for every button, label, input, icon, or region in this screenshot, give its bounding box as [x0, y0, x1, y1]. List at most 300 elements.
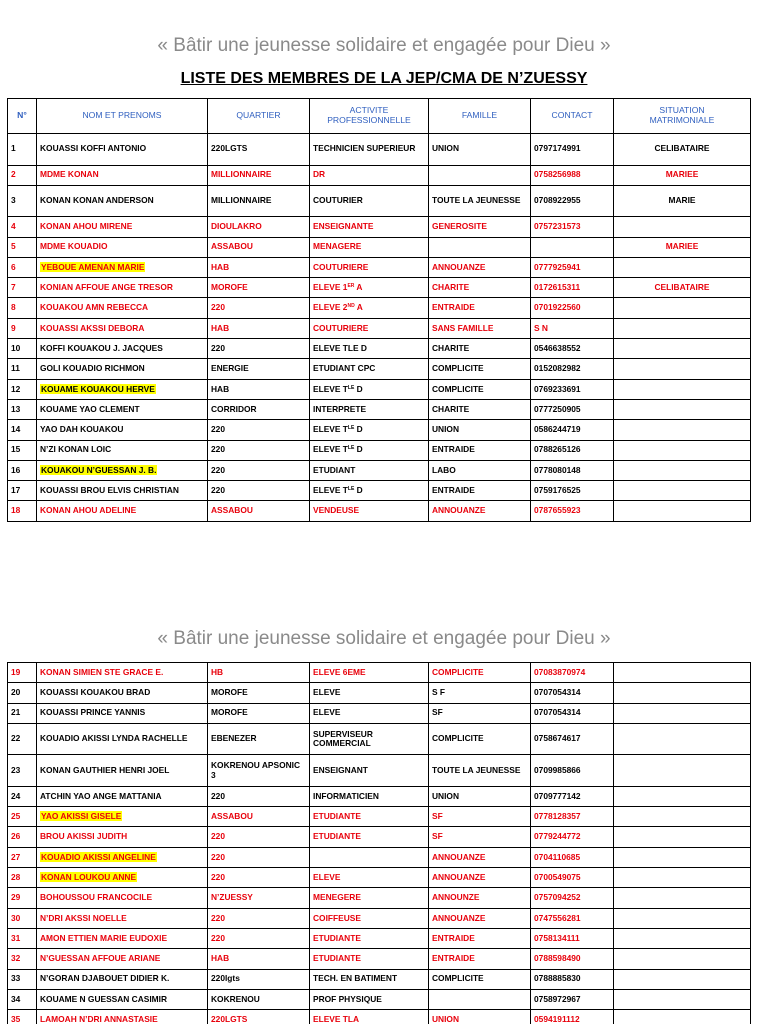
- cell-num: 30: [8, 908, 37, 928]
- cell-quartier: MILLIONNAIRE: [208, 185, 310, 217]
- table-row: [8, 165, 751, 185]
- cell-famille: UNION: [429, 1010, 531, 1024]
- cell-activite: COUTURIERE: [310, 257, 429, 277]
- cell-contact: 0546638552: [531, 339, 614, 359]
- cell-name: KONAN AHOU ADELINE: [37, 501, 208, 521]
- cell-contact: 0778128357: [531, 807, 614, 827]
- cell-name: KOUASSI AKSSI DEBORA: [37, 318, 208, 338]
- cell-contact: 0788885830: [531, 969, 614, 989]
- cell-famille: SF: [429, 703, 531, 723]
- activite-superscript: LE: [347, 384, 355, 391]
- cell-name: KOUASSI PRINCE YANNIS: [37, 703, 208, 723]
- cell-activite: TECHNICIEN SUPERIEUR: [310, 134, 429, 166]
- cell-situation: [614, 339, 751, 359]
- cell-num: 21: [8, 703, 37, 723]
- cell-activite: PROF PHYSIQUE: [310, 989, 429, 1009]
- cell-quartier: HAB: [208, 949, 310, 969]
- cell-quartier: 220: [208, 420, 310, 440]
- cell-contact: 0708922955: [531, 185, 614, 217]
- cell-num: 7: [8, 278, 37, 298]
- cell-famille: [429, 237, 531, 257]
- cell-quartier: 220lgts: [208, 969, 310, 989]
- table-row: [8, 298, 751, 318]
- cell-activite: INFORMATICIEN: [310, 786, 429, 806]
- cell-contact: 0778080148: [531, 460, 614, 480]
- cell-activite: ELEVE: [310, 703, 429, 723]
- cell-name: KONAN GAUTHIER HENRI JOEL: [37, 755, 208, 787]
- cell-quartier: 220: [208, 868, 310, 888]
- cell-name: KONAN AHOU MIRENE: [37, 217, 208, 237]
- cell-famille: ENTRAIDE: [429, 298, 531, 318]
- cell-quartier: 220LGTS: [208, 134, 310, 166]
- cell-situation: [614, 460, 751, 480]
- cell-contact: 0788265126: [531, 440, 614, 460]
- cell-name: N’GUESSAN AFFOUE ARIANE: [37, 949, 208, 969]
- activite-superscript: LE: [347, 445, 355, 452]
- cell-quartier: 220: [208, 827, 310, 847]
- activite-suffix: A: [354, 302, 363, 313]
- cell-activite: [310, 278, 429, 298]
- cell-activite: INTERPRETE: [310, 399, 429, 419]
- activite-text: ELEVE T: [313, 485, 348, 495]
- cell-contact: 0172615311: [531, 278, 614, 298]
- cell-activite: VENDEUSE: [310, 501, 429, 521]
- table-row: [8, 868, 751, 888]
- cell-situation: [614, 1010, 751, 1024]
- members-table-page-1: [7, 98, 751, 522]
- cell-num: 16: [8, 460, 37, 480]
- cell-name: KOUAKOU AMN REBECCA: [37, 298, 208, 318]
- cell-famille: SANS FAMILLE: [429, 318, 531, 338]
- cell-contact: 07083870974: [531, 663, 614, 683]
- cell-famille: TOUTE LA JEUNESSE: [429, 755, 531, 787]
- cell-num: 17: [8, 481, 37, 501]
- cell-situation: CELIBATAIRE: [614, 278, 751, 298]
- cell-contact: 0707054314: [531, 703, 614, 723]
- cell-quartier: KOKRENOU APSONIC 3: [208, 755, 310, 787]
- cell-activite: [310, 379, 429, 399]
- cell-activite: MENEGERE: [310, 888, 429, 908]
- cell-situation: [614, 217, 751, 237]
- cell-famille: ANNOUANZE: [429, 257, 531, 277]
- cell-situation: MARIEE: [614, 237, 751, 257]
- table-row: [8, 663, 751, 683]
- cell-name: MDME KONAN: [37, 165, 208, 185]
- cell-contact: 0594191112: [531, 1010, 614, 1024]
- cell-quartier: KOKRENOU: [208, 989, 310, 1009]
- cell-famille: COMPLICITE: [429, 663, 531, 683]
- cell-quartier: 220: [208, 847, 310, 867]
- cell-contact: 0787655923: [531, 501, 614, 521]
- table-row: [8, 420, 751, 440]
- cell-num: 20: [8, 683, 37, 703]
- cell-num: 1: [8, 134, 37, 166]
- table-row: [8, 257, 751, 277]
- cell-num: 9: [8, 318, 37, 338]
- table-row: [8, 723, 751, 755]
- cell-name: KOUASSI KOFFI ANTONIO: [37, 134, 208, 166]
- cell-activite: ENSEIGNANTE: [310, 217, 429, 237]
- table-row: [8, 237, 751, 257]
- cell-quartier: DIOULAKRO: [208, 217, 310, 237]
- activite-suffix: D: [354, 424, 363, 435]
- cell-contact: 0757094252: [531, 888, 614, 908]
- cell-num: 24: [8, 786, 37, 806]
- cell-situation: [614, 298, 751, 318]
- header-quartier: QUARTIER: [208, 99, 310, 134]
- cell-situation: [614, 481, 751, 501]
- cell-quartier: ASSABOU: [208, 807, 310, 827]
- table-row: [8, 1010, 751, 1024]
- cell-situation: MARIEE: [614, 165, 751, 185]
- cell-famille: COMPLICITE: [429, 723, 531, 755]
- cell-contact: 0700549075: [531, 868, 614, 888]
- cell-quartier: EBENEZER: [208, 723, 310, 755]
- cell-quartier: HB: [208, 663, 310, 683]
- cell-name: KONIAN AFFOUE ANGE TRESOR: [37, 278, 208, 298]
- table-row: [8, 703, 751, 723]
- cell-quartier: 220: [208, 908, 310, 928]
- cell-situation: [614, 868, 751, 888]
- cell-name: ATCHIN YAO ANGE MATTANIA: [37, 786, 208, 806]
- cell-activite: ELEVE: [310, 868, 429, 888]
- cell-contact: 0769233691: [531, 379, 614, 399]
- cell-quartier: HAB: [208, 379, 310, 399]
- cell-num: 13: [8, 399, 37, 419]
- cell-num: 28: [8, 868, 37, 888]
- activite-text: ELEVE T: [313, 444, 348, 455]
- cell-num: 6: [8, 257, 37, 277]
- table-row: [8, 278, 751, 298]
- activite-superscript: ND: [347, 303, 355, 310]
- table-row: [8, 928, 751, 948]
- cell-contact: 0788598490: [531, 949, 614, 969]
- cell-name: [37, 847, 208, 867]
- cell-activite: ETUDIANTE: [310, 807, 429, 827]
- cell-name: KOUAME N GUESSAN CASIMIR: [37, 989, 208, 1009]
- cell-name: [37, 868, 208, 888]
- cell-contact: 0701922560: [531, 298, 614, 318]
- cell-famille: UNION: [429, 134, 531, 166]
- cell-quartier: ENERGIE: [208, 359, 310, 379]
- cell-activite: [310, 420, 429, 440]
- header-situation-line2: MATRIMONIALE: [649, 115, 715, 125]
- cell-situation: [614, 755, 751, 787]
- slogan-header-page-2: « Bâtir une jeunesse solidaire et engagée pour Dieu »: [157, 628, 611, 649]
- cell-num: 11: [8, 359, 37, 379]
- cell-activite: ETUDIANTE: [310, 949, 429, 969]
- cell-famille: COMPLICITE: [429, 359, 531, 379]
- cell-famille: [429, 165, 531, 185]
- cell-famille: ANNOUANZE: [429, 501, 531, 521]
- cell-situation: MARIE: [614, 185, 751, 217]
- cell-situation: [614, 359, 751, 379]
- table-row: [8, 683, 751, 703]
- activite-suffix: D: [354, 444, 363, 455]
- cell-name: KOUAME YAO CLEMENT: [37, 399, 208, 419]
- table-row: [8, 888, 751, 908]
- cell-contact: 0759176525: [531, 481, 614, 501]
- cell-num: 29: [8, 888, 37, 908]
- cell-quartier: MILLIONNAIRE: [208, 165, 310, 185]
- cell-situation: [614, 827, 751, 847]
- cell-num: 25: [8, 807, 37, 827]
- highlighted-name: KOUAME KOUAKOU HERVE: [41, 383, 155, 394]
- activite-text: ELEVE 2: [313, 302, 348, 313]
- header-famille: FAMILLE: [429, 99, 531, 134]
- cell-activite: [310, 481, 429, 501]
- cell-situation: [614, 989, 751, 1009]
- cell-situation: [614, 683, 751, 703]
- members-table-body-page-2: [8, 663, 751, 1024]
- cell-quartier: HAB: [208, 318, 310, 338]
- cell-famille: ANNOUANZE: [429, 908, 531, 928]
- cell-famille: UNION: [429, 420, 531, 440]
- cell-contact: 0777925941: [531, 257, 614, 277]
- cell-situation: [614, 807, 751, 827]
- cell-famille: CHARITE: [429, 278, 531, 298]
- header-situation: [614, 99, 751, 134]
- cell-num: 19: [8, 663, 37, 683]
- cell-situation: [614, 420, 751, 440]
- cell-contact: 0758674617: [531, 723, 614, 755]
- cell-situation: [614, 379, 751, 399]
- cell-contact: 0747556281: [531, 908, 614, 928]
- activite-suffix: D: [354, 383, 363, 394]
- cell-famille: TOUTE LA JEUNESSE: [429, 185, 531, 217]
- cell-quartier: 220: [208, 460, 310, 480]
- cell-famille: SF: [429, 807, 531, 827]
- cell-situation: [614, 440, 751, 460]
- members-table-page-2: [7, 662, 751, 1024]
- header-name: NOM ET PRENOMS: [37, 99, 208, 134]
- table-row: [8, 217, 751, 237]
- cell-name: [37, 807, 208, 827]
- cell-name: N’DRI AKSSI NOELLE: [37, 908, 208, 928]
- cell-activite: ETUDIANT: [310, 460, 429, 480]
- cell-situation: [614, 723, 751, 755]
- table-row: [8, 989, 751, 1009]
- table-row: [8, 847, 751, 867]
- cell-contact: 0758256988: [531, 165, 614, 185]
- activite-suffix: D: [354, 485, 363, 495]
- cell-name: AMON ETTIEN MARIE EUDOXIE: [37, 928, 208, 948]
- highlighted-name: KONAN LOUKOU ANNE: [41, 871, 137, 882]
- cell-name: KOUASSI KOUAKOU BRAD: [37, 683, 208, 703]
- cell-contact: 0709777142: [531, 786, 614, 806]
- table-row: [8, 501, 751, 521]
- cell-num: 3: [8, 185, 37, 217]
- cell-quartier: MOROFE: [208, 683, 310, 703]
- cell-name: [37, 257, 208, 277]
- cell-famille: COMPLICITE: [429, 969, 531, 989]
- table-row: [8, 379, 751, 399]
- header-contact: CONTACT: [531, 99, 614, 134]
- table-row: [8, 359, 751, 379]
- cell-quartier: 220: [208, 481, 310, 501]
- highlighted-name: KOUADIO AKISSI ANGELINE: [41, 851, 156, 862]
- cell-quartier: MOROFE: [208, 278, 310, 298]
- cell-num: 34: [8, 989, 37, 1009]
- table-row: [8, 755, 751, 787]
- table-row: [8, 786, 751, 806]
- cell-quartier: ASSABOU: [208, 501, 310, 521]
- cell-famille: [429, 989, 531, 1009]
- cell-quartier: HAB: [208, 257, 310, 277]
- cell-activite: [310, 298, 429, 318]
- cell-activite: TECH. EN BATIMENT: [310, 969, 429, 989]
- cell-num: 4: [8, 217, 37, 237]
- cell-quartier: 220: [208, 440, 310, 460]
- cell-contact: [531, 237, 614, 257]
- cell-activite: ENSEIGNANT: [310, 755, 429, 787]
- cell-activite: MENAGERE: [310, 237, 429, 257]
- members-table-body-page-1: [8, 134, 751, 522]
- cell-quartier: CORRIDOR: [208, 399, 310, 419]
- activite-superscript: LE: [347, 425, 355, 432]
- cell-name: KOUADIO AKISSI LYNDA RACHELLE: [37, 723, 208, 755]
- activite-superscript: LE: [347, 486, 355, 492]
- cell-num: 22: [8, 723, 37, 755]
- cell-contact: 0586244719: [531, 420, 614, 440]
- cell-situation: [614, 399, 751, 419]
- cell-name: KONAN KONAN ANDERSON: [37, 185, 208, 217]
- cell-famille: GENEROSITE: [429, 217, 531, 237]
- cell-contact: 0704110685: [531, 847, 614, 867]
- table-row: [8, 908, 751, 928]
- cell-num: 33: [8, 969, 37, 989]
- cell-quartier: N’ZUESSY: [208, 888, 310, 908]
- cell-situation: [614, 786, 751, 806]
- cell-famille: LABO: [429, 460, 531, 480]
- cell-situation: [614, 847, 751, 867]
- cell-name: MDME KOUADIO: [37, 237, 208, 257]
- cell-activite: ETUDIANTE: [310, 827, 429, 847]
- cell-name: KOUASSI BROU ELVIS CHRISTIAN: [37, 481, 208, 501]
- cell-situation: [614, 663, 751, 683]
- cell-situation: [614, 257, 751, 277]
- cell-contact: 0797174991: [531, 134, 614, 166]
- activite-superscript: ER: [347, 283, 355, 290]
- cell-activite: ETUDIANTE: [310, 928, 429, 948]
- cell-situation: [614, 928, 751, 948]
- header-activite: [310, 99, 429, 134]
- table-row: [8, 399, 751, 419]
- cell-num: 27: [8, 847, 37, 867]
- cell-famille: S F: [429, 683, 531, 703]
- activite-suffix: A: [354, 282, 363, 293]
- cell-quartier: 220LGTS: [208, 1010, 310, 1024]
- cell-name: [37, 460, 208, 480]
- cell-num: 26: [8, 827, 37, 847]
- cell-num: 35: [8, 1010, 37, 1024]
- cell-famille: ANNOUNZE: [429, 888, 531, 908]
- table-row: [8, 969, 751, 989]
- cell-activite: ELEVE TLA: [310, 1010, 429, 1024]
- cell-activite: ELEVE TLE D: [310, 339, 429, 359]
- cell-quartier: 220: [208, 298, 310, 318]
- cell-quartier: MOROFE: [208, 703, 310, 723]
- cell-famille: COMPLICITE: [429, 379, 531, 399]
- cell-famille: ENTRAIDE: [429, 440, 531, 460]
- cell-name: KONAN SIMIEN STE GRACE E.: [37, 663, 208, 683]
- cell-contact: 0777250905: [531, 399, 614, 419]
- header-num: N°: [8, 99, 37, 134]
- cell-contact: 0758972967: [531, 989, 614, 1009]
- cell-num: 5: [8, 237, 37, 257]
- cell-activite: [310, 440, 429, 460]
- cell-name: N’ZI KONAN LOIC: [37, 440, 208, 460]
- activite-text: ELEVE 1: [313, 282, 348, 293]
- cell-name: GOLI KOUADIO RICHMON: [37, 359, 208, 379]
- cell-situation: [614, 969, 751, 989]
- cell-famille: ANNOUANZE: [429, 847, 531, 867]
- cell-name: [37, 379, 208, 399]
- header-situation-line1: SITUATION: [659, 105, 705, 116]
- cell-name: KOFFI KOUAKOU J. JACQUES: [37, 339, 208, 359]
- cell-num: 15: [8, 440, 37, 460]
- cell-situation: [614, 908, 751, 928]
- table-row: [8, 481, 751, 501]
- cell-quartier: ASSABOU: [208, 237, 310, 257]
- cell-famille: ENTRAIDE: [429, 949, 531, 969]
- highlighted-name: KOUAKOU N’GUESSAN J. B.: [41, 464, 157, 475]
- table-row: [8, 827, 751, 847]
- table-row: [8, 339, 751, 359]
- cell-situation: [614, 949, 751, 969]
- cell-situation: [614, 703, 751, 723]
- cell-famille: SF: [429, 827, 531, 847]
- table-row: [8, 440, 751, 460]
- cell-activite: ELEVE 6EME: [310, 663, 429, 683]
- cell-activite: ETUDIANT CPC: [310, 359, 429, 379]
- cell-quartier: 220: [208, 928, 310, 948]
- cell-situation: CELIBATAIRE: [614, 134, 751, 166]
- cell-num: 12: [8, 379, 37, 399]
- table-row: [8, 460, 751, 480]
- cell-activite: DR: [310, 165, 429, 185]
- cell-famille: ANNOUANZE: [429, 868, 531, 888]
- cell-name: N’GORAN DJABOUET DIDIER K.: [37, 969, 208, 989]
- table-row: [8, 185, 751, 217]
- table-row: [8, 807, 751, 827]
- cell-situation: [614, 888, 751, 908]
- cell-name: BOHOUSSOU FRANCOCILE: [37, 888, 208, 908]
- cell-num: 10: [8, 339, 37, 359]
- cell-quartier: 220: [208, 786, 310, 806]
- cell-num: 23: [8, 755, 37, 787]
- cell-activite: COIFFEUSE: [310, 908, 429, 928]
- cell-contact: S N: [531, 318, 614, 338]
- header-activite-line2: PROFESSIONNELLE: [327, 115, 411, 125]
- activite-text: ELEVE T: [313, 424, 348, 435]
- cell-num: 14: [8, 420, 37, 440]
- cell-num: 32: [8, 949, 37, 969]
- cell-num: 2: [8, 165, 37, 185]
- cell-quartier: 220: [208, 339, 310, 359]
- table-row: [8, 134, 751, 166]
- cell-famille: ENTRAIDE: [429, 928, 531, 948]
- table-row: [8, 318, 751, 338]
- cell-contact: 0757231573: [531, 217, 614, 237]
- cell-name: YAO DAH KOUAKOU: [37, 420, 208, 440]
- cell-famille: UNION: [429, 786, 531, 806]
- cell-famille: ENTRAIDE: [429, 481, 531, 501]
- cell-contact: 0779244772: [531, 827, 614, 847]
- cell-contact: 0758134111: [531, 928, 614, 948]
- cell-activite: ELEVE: [310, 683, 429, 703]
- cell-name: BROU AKISSI JUDITH: [37, 827, 208, 847]
